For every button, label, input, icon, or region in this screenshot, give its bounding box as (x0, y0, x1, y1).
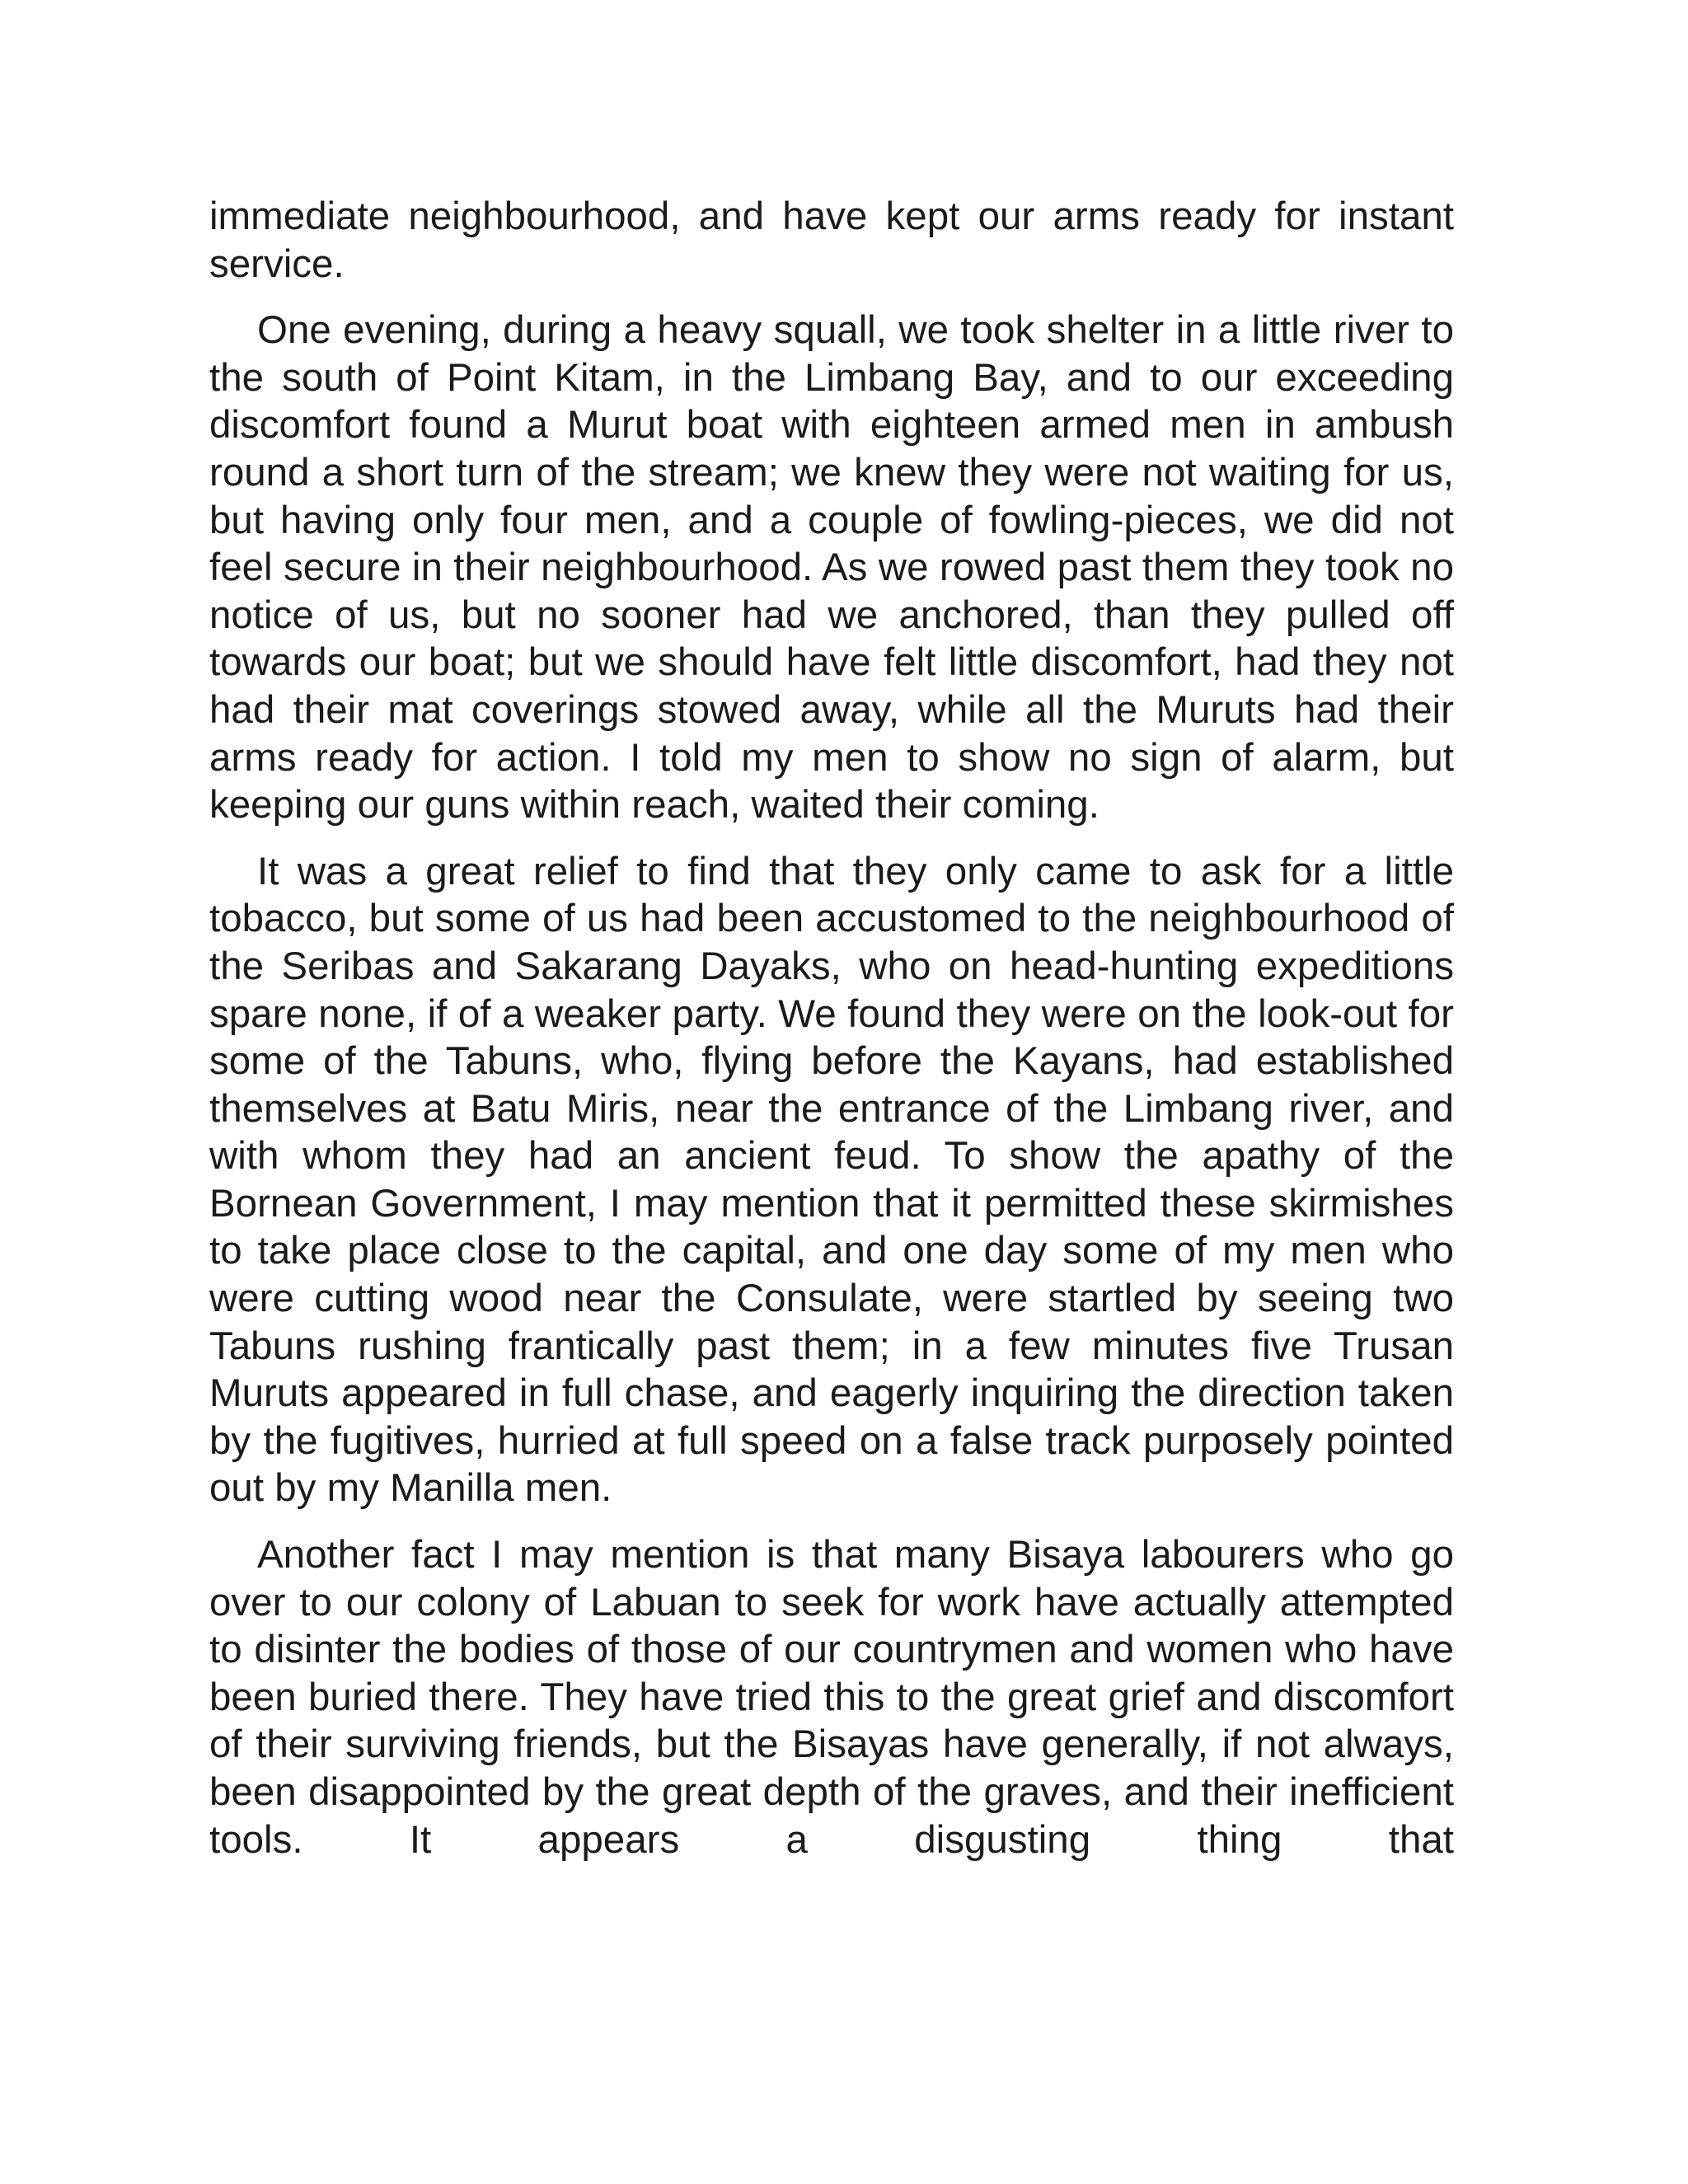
page-body (209, 193, 1454, 1863)
paragraph-4: Another fact I may mention is that many Bisaya labourers who go over to our colony of Labuan to seek for work have actually attempted to disinter the bodies of those of our countrymen and women who have been buried there. They have tried this to the great grief and discomfort of their surviving friends, but the Bisayas have generally, if not always, been disappointed by the great depth of the graves, and their inefficient tools. It appears a disgusting thing that (209, 1533, 1454, 1862)
paragraph-2: One evening, during a heavy squall, we took shelter in a little river to the south of Point Kitam, in the Limbang Bay, and to our exceeding discomfort found a Murut boat with eighteen armed men in ambush round a short turn of the stream; we knew they were not waiting for us, but having only four men, and a couple of fowling-pieces, we did not feel secure in their neighbourhood. As we rowed past them they took no notice of us, but no sooner had we anchored, than they pulled off towards our boat; but we should have felt little discomfort, had they not had their mat coverings stowed away, while all the Muruts had their arms ready for action. I told my men to show no sign of alarm, but keeping our guns within reach, waited their coming. (209, 308, 1454, 827)
paragraph-3: It was a great relief to find that they only came to ask for a little tobacco, but some of us had been accustomed to the neighbourhood of the Seribas and Sakarang Dayaks, who on head-hunting expeditions spare none, if of a weaker party. We found they were on the look-out for some of the Tabuns, who, flying before the Kayans, had established themselves at Batu Miris, near the entrance of the Limbang river, and with whom they had an ancient feud. To show the apathy of the Bornean Government, I may mention that it permitted these skirmishes to take place close to the capital, and one day some of my men who were cutting wood near the Consulate, were startled by seeing two Tabuns rushing frantically past them; in a few minutes five Trusan Muruts appeared in full chase, and eagerly inquiring the direction taken by the fugitives, hurried at full speed on a false track purposely pointed out by my Manilla men. (209, 849, 1454, 1511)
paragraph-1: immediate neighbourhood, and have kept our arms ready for instant service. (209, 194, 1454, 286)
